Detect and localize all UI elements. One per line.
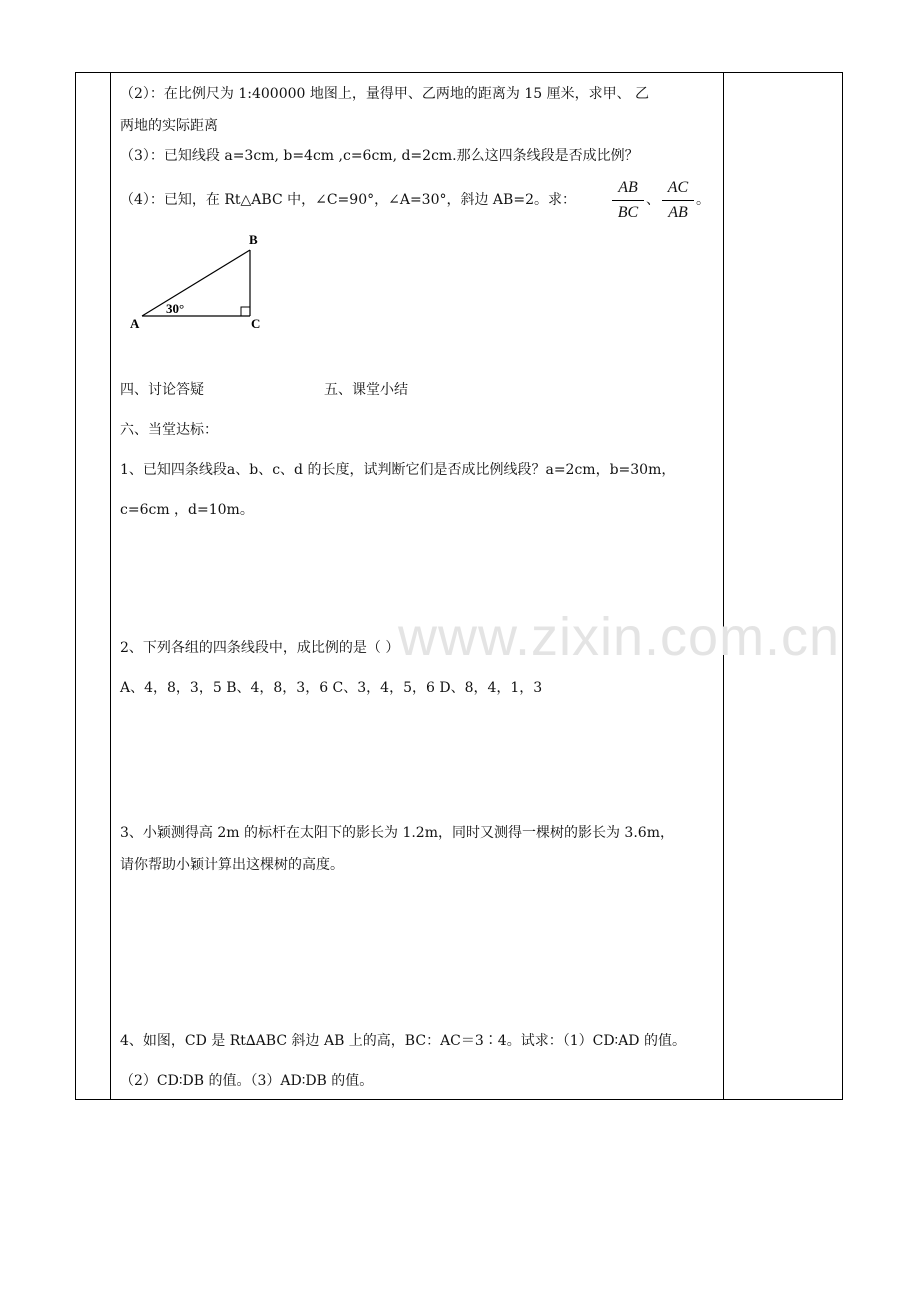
watermark: www.zixin.com.cn — [398, 607, 841, 667]
fraction-numerator: AB — [618, 179, 638, 196]
fraction-ac-ab — [662, 178, 694, 223]
question-3: （3）：已知线段 a=3cm, b=4cm ,c=6cm, d=2cm.那么这四条线段是否成比例？ — [120, 148, 639, 164]
problem-4-line-2: （2）CD∶DB 的值。（3）AD∶DB 的值。 — [120, 1073, 374, 1089]
fraction-end: 。 — [696, 192, 710, 208]
question-2-line-1: （2）：在比例尺为 1:400000 地图上，量得甲、乙两地的距离为 15 厘米，求甲、 乙 — [120, 86, 650, 102]
problem-3-line-1: 3、小颖测得高 2m 的标杆在太阳下的影长为 1.2m，同时又测得一棵树的影长为 3.6m， — [120, 825, 674, 841]
fraction-numerator: AC — [667, 179, 689, 196]
worksheet-table — [75, 72, 843, 1100]
question-2-line-2: 两地的实际距离 — [120, 118, 218, 134]
label-a: A — [130, 316, 140, 331]
right-angle-mark — [241, 307, 250, 316]
right-triangle-diagram — [120, 228, 280, 338]
question-4-text: （4）：已知，在 Rt△ABC 中，∠C=90°，∠A=30°，斜边 AB=2。求： — [120, 192, 576, 208]
problem-2-line-1: 2、下列各组的四条线段中，成比例的是（ ） — [120, 640, 400, 656]
label-b: B — [249, 232, 258, 247]
fraction-bar — [662, 200, 694, 201]
table-divider-left — [110, 73, 111, 1099]
problem-1-line-2: c=6cm ，d=10m。 — [120, 502, 254, 518]
hypotenuse-ab — [142, 250, 250, 316]
section-6-heading: 六、当堂达标： — [120, 422, 218, 438]
fraction-separator: 、 — [646, 192, 660, 208]
problem-1-line-1: 1、已知四条线段a、b、c、d 的长度，试判断它们是否成比例线段？a=2cm，b=30m， — [120, 462, 676, 478]
fraction-ab-bc — [612, 178, 644, 223]
fraction-denominator: AB — [668, 204, 688, 221]
table-divider-right — [723, 73, 724, 1099]
label-c: C — [251, 316, 261, 331]
problem-3-line-2: 请你帮助小颖计算出这棵树的高度。 — [120, 857, 344, 873]
fraction-denominator: BC — [617, 204, 639, 221]
problem-2-options: A、4，8，3，5 B、4，8，3，6 C、3，4，5，6 D、8，4，1，3 — [120, 680, 543, 696]
section-4-heading: 四、讨论答疑 — [120, 382, 204, 398]
fraction-bar — [612, 200, 644, 201]
problem-4-line-1: 4、如图，CD 是 Rt∆ABC 斜边 AB 上的高，BC：AC＝3∶4。试求：（1）CD∶AD 的值。 — [120, 1033, 686, 1049]
angle-label: 30° — [166, 301, 185, 316]
section-5-heading: 五、课堂小结 — [324, 382, 408, 398]
